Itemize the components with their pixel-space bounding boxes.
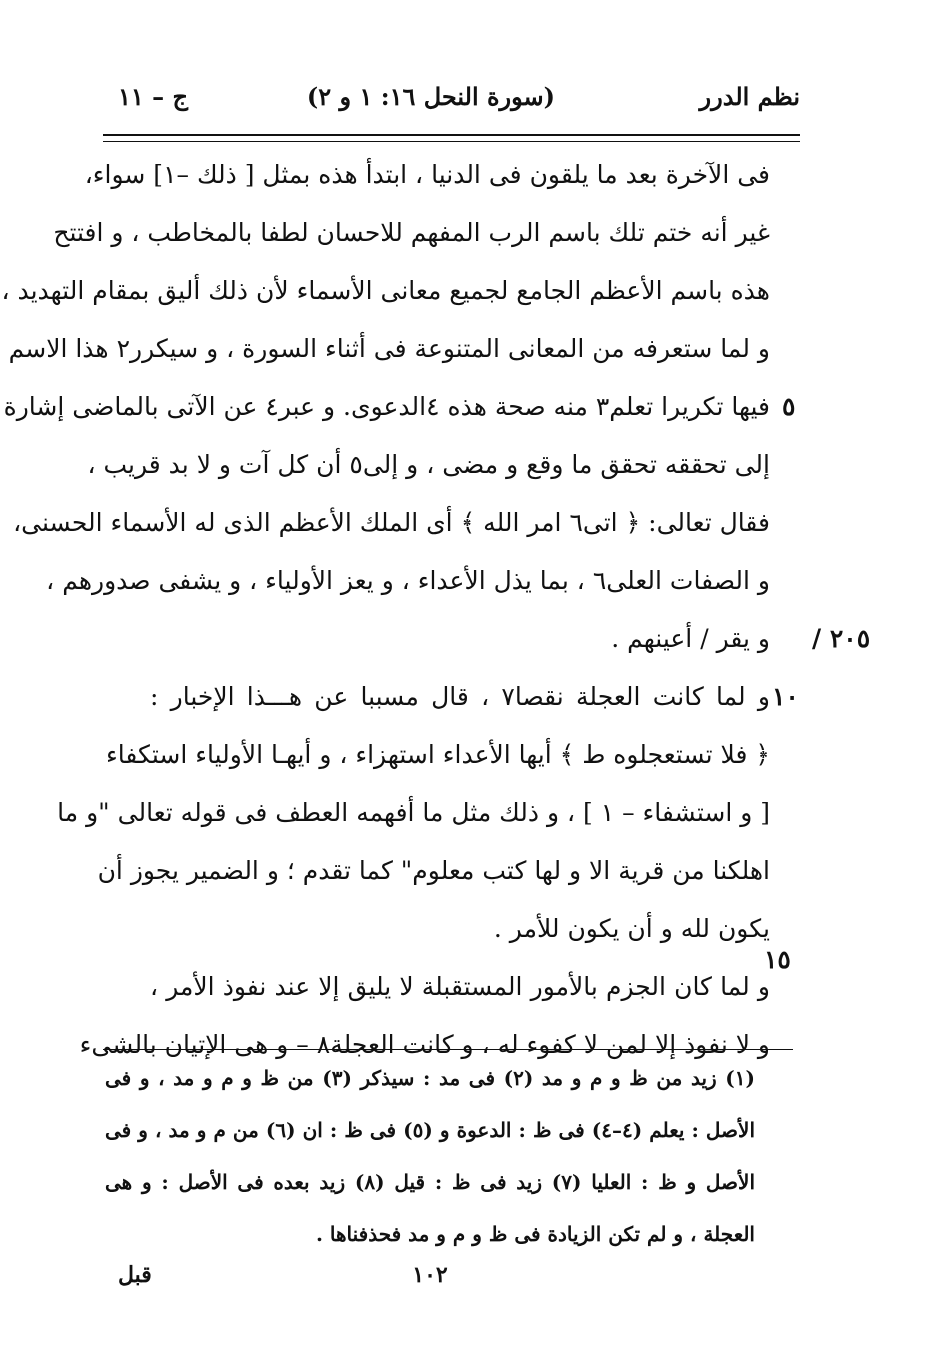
footnote-line: العجلة ، و لم تكن الزيادة فى ظ و م و مد فحذفناها . xyxy=(315,1222,755,1246)
footnote-line: الأصل : يعلم (٤–٤) فى ظ : الدعوة و (٥) فى ظ : ان (٦) من م و مد ، و فى xyxy=(105,1118,755,1142)
folio-marker: ٢٠٥ / xyxy=(812,624,871,653)
text-line: فقال تعالى: ﴿ اتى٦ امر الله ﴾ أى الملك الأعظم الذى له الأسماء الحسنى، xyxy=(13,508,770,537)
running-header xyxy=(110,82,800,122)
text-line: و لما ستعرفه من المعانى المتنوعة فى أثناء السورة ، و سيكرر٢ هذا الاسم xyxy=(8,334,770,363)
header-rule-thin xyxy=(103,141,800,142)
text-line: و الصفات العلى٦ ، بما يذل الأعداء ، و يعز الأولياء ، و يشفى صدورهم ، xyxy=(46,566,770,595)
text-line: فيها تكريرا تعلم٣ منه صحة هذه ٤الدعوى. و عبر٤ عن الآتى بالماضى إشارة xyxy=(3,392,770,421)
text-line: يكون لله و أن يكون للأمر . xyxy=(493,914,770,943)
footnote-line: (١) زيد من ظ و م و مد (٢) فى مد : سيذكر (٣) من ظ و م و مد ، و فى xyxy=(105,1066,755,1090)
text-line: هذه باسم الأعظم الجامع لجميع معانى الأسماء لأن ذلك أليق بمقام التهديد ، xyxy=(1,276,770,305)
header-rule-thick xyxy=(103,134,800,136)
text-line: و يقر / أعينهم . xyxy=(611,624,770,653)
catchword: قبل xyxy=(118,1262,152,1288)
footnote-rule xyxy=(103,1049,793,1050)
book-title: نظم الدرر xyxy=(699,82,800,111)
text-line: و لا نفوذ إلا لمن لا كفوء له ، و كانت العجلة٨ – و هى الإتيان بالشىء xyxy=(79,1030,770,1059)
text-line: و لما كانت العجلة نقصا٧ ، قال مسببا عن هـــذا الإخبار : xyxy=(150,682,770,711)
text-line: اهلكنا من قرية الا و لها كتب معلوم" كما تقدم ؛ و الضمير يجوز أن xyxy=(97,856,770,885)
text-line: ﴿ فلا تستعجلوه ط ﴾ أيها الأعداء استهزاء ، و أيهـا الأولياء استكفاء xyxy=(106,740,770,769)
page-number: ١٠٢ xyxy=(412,1262,448,1288)
sura-reference: (سورة النحل ١٦: ١ و ٢) xyxy=(306,82,555,111)
text-line: و لما كان الجزم بالأمور المستقبلة لا يليق إلا عند نفوذ الأمر ، xyxy=(150,972,770,1001)
text-line: غير أنه ختم تلك باسم الرب المفهم للاحسان لطفا بالمخاطب ، و افتتح xyxy=(53,218,770,247)
text-line: [ و استشفاء – ١ ] ، و ذلك مثل ما أفهمه العطف فى قوله تعالى "و ما xyxy=(57,798,770,827)
line-number-5: ٥ xyxy=(782,392,796,421)
line-number-15: ١٥ xyxy=(764,945,791,974)
line-number-10: ١٠ xyxy=(772,682,799,711)
text-line: فى الآخرة بعد ما يلقون فى الدنيا ، ابتدأ هذه بمثل [ ذلك –١] سواء، xyxy=(84,160,770,189)
volume-number: ج – ١١ xyxy=(118,82,188,111)
footnote-line: الأصل و ظ : العليا (٧) زيد فى ظ : قيل (٨) زيد بعده فى الأصل : و هى xyxy=(105,1170,755,1194)
text-line: إلى تحققه تحقق ما وقع و مضى ، و إلى٥ أن كل آت و لا بد قريب ، xyxy=(87,450,770,479)
